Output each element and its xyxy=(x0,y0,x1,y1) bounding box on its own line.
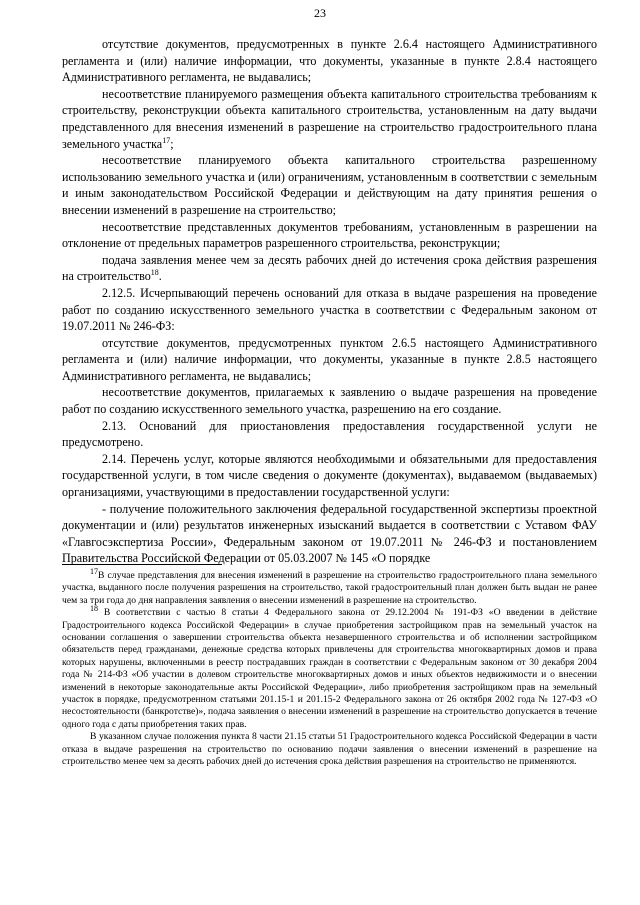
paragraph: 2.13. Оснований для приостановления предоставления государственной услуги не предусмотрено. xyxy=(62,418,597,450)
punctuation: ; xyxy=(170,136,174,151)
paragraph: несоответствие представленных документов требованиям, установленным в разрешении на отклонение от предельных параметров разрешенного строительства, реконструкции; xyxy=(62,219,597,251)
paragraph xyxy=(62,86,597,152)
paragraph: несоответствие планируемого объекта капитального строительства разрешенному использованию земельного участка и (или) ограничениям, установленным в соответствии с земельным и иным законодательством Российской Федерации и действующим на дату принятия решения о внесении изменений в разрешение на строительство; xyxy=(62,153,597,217)
paragraph: несоответствие документов, прилагаемых к заявлению о выдаче разрешения на проведение работ по созданию искусственного земельного участка, разрешению на его создание. xyxy=(62,385,597,417)
paragraph: отсутствие документов, предусмотренных в пункте 2.6.4 настоящего Административного регламента и (или) наличие информации, что документы, указанные в пункте 2.8.4 настоящего Административного регламента, не выдавались; xyxy=(62,37,597,85)
paragraph: отсутствие документов, предусмотренных пунктом 2.6.5 настоящего Административного регламента и (или) наличие информации, что документы, указанные в пункте 2.8.5 настоящего Административного регламента, не выдавались; xyxy=(62,335,597,383)
footnote-text: В соответствии с частью 8 статьи 4 Федерального закона от 29.12.2004 № 191-ФЗ «О введении в действие Градостроительного кодекса Российской Федерации» в случае приобретения застройщиком прав на земельный участок на основании соглашения о завершении строительства объекта незавершенного строительства и об исполнении застройщиком обязательств перед гражданами, денежные средства которых привлечены для строительства многоквартирных домов и права которых нарушены, включенными в реестр пострадавших граждан в соответствии с Федеральным законом от 30 декабря 2004 года № 214-ФЗ «Об участии в долевом строительстве многоквартирных домов и иных объектов недвижимости и о внесении изменений в некоторые законодательные акты Российской Федерации», либо приобретения застройщиком прав на земельный участок в порядке, предусмотренном статьями 201.15-1 и 201.15-2 Федерального закона от 26 октября 2002 года № 127-ФЗ «О несостоятельности (банкротстве)», подача заявления о внесении изменений в разрешение на строительство допускается в течение одного года с даты приобретения таких прав. xyxy=(62,607,597,730)
paragraph-text: подача заявления менее чем за десять рабочих дней до истечения срока действия разрешения на строительство xyxy=(62,252,597,284)
footnote xyxy=(62,731,597,768)
paragraph xyxy=(62,252,597,285)
footnote xyxy=(62,566,597,607)
footnote-ref-17: 17 xyxy=(162,135,171,145)
footnote-number: 18 xyxy=(90,604,98,614)
paragraph: - получение положительного заключения федеральной государственной экспертизы проектной документации и (или) результатов инженерных изысканий выдается в соответствии с Уставом ФАУ «Главгосэкспертиза России», Федеральным законом от 19.07.2011 № 246-ФЗ и постановлением Правительства Российской Федерации от 05.03.2007 № 145 «О порядке xyxy=(62,501,597,566)
footnote-text: В указанном случае положения пункта 8 части 21.15 статьи 51 Градостроительного кодекса Российской Федерации в части отказа в выдаче разрешения на строительство по основанию подачи заявления о внесении изменений в разрешение на строительство менее чем за десять рабочих дней до истечения срока действия разрешения на строительство не применяются. xyxy=(62,731,597,768)
footnote-text: В случае представления для внесения изменений в разрешение на строительство градостроительного плана земельного участка, выданного после получения разрешения на строительство, такой градостроительный план должен быть выдан не ранее чем за три года до дня направления заявления о внесении изменений в разрешение на строительство. xyxy=(62,570,597,606)
footnote xyxy=(62,604,597,731)
paragraph: 2.14. Перечень услуг, которые являются необходимыми и обязательными для предоставления государственной услуги, в том числе сведения о документе (документах), выдаваемом (выдаваемых) организациями, участвующими в предоставлении государственной услуги: xyxy=(62,451,597,500)
footnote-number: 17 xyxy=(90,566,98,576)
punctuation: . xyxy=(158,269,162,284)
main-text xyxy=(62,36,597,567)
paragraph-text: несоответствие планируемого размещения объекта капитального строительства требованиям к строительству, реконструкции объекта капитального строительства, установленным на дату выдачи представленного для внесения изменений в разрешение на строительство градостроительного плана земельного участка xyxy=(62,86,597,151)
footnote-ref-18: 18 xyxy=(150,268,159,278)
paragraph: 2.12.5. Исчерпывающий перечень оснований для отказа в выдаче разрешения на проведение работ по созданию искусственного земельного участка в соответствии с Федеральным законом от 19.07.2011 № 246-ФЗ: xyxy=(62,285,597,334)
page-number: 23 xyxy=(314,6,326,20)
footnote-separator xyxy=(62,564,222,565)
footnotes xyxy=(62,566,597,769)
